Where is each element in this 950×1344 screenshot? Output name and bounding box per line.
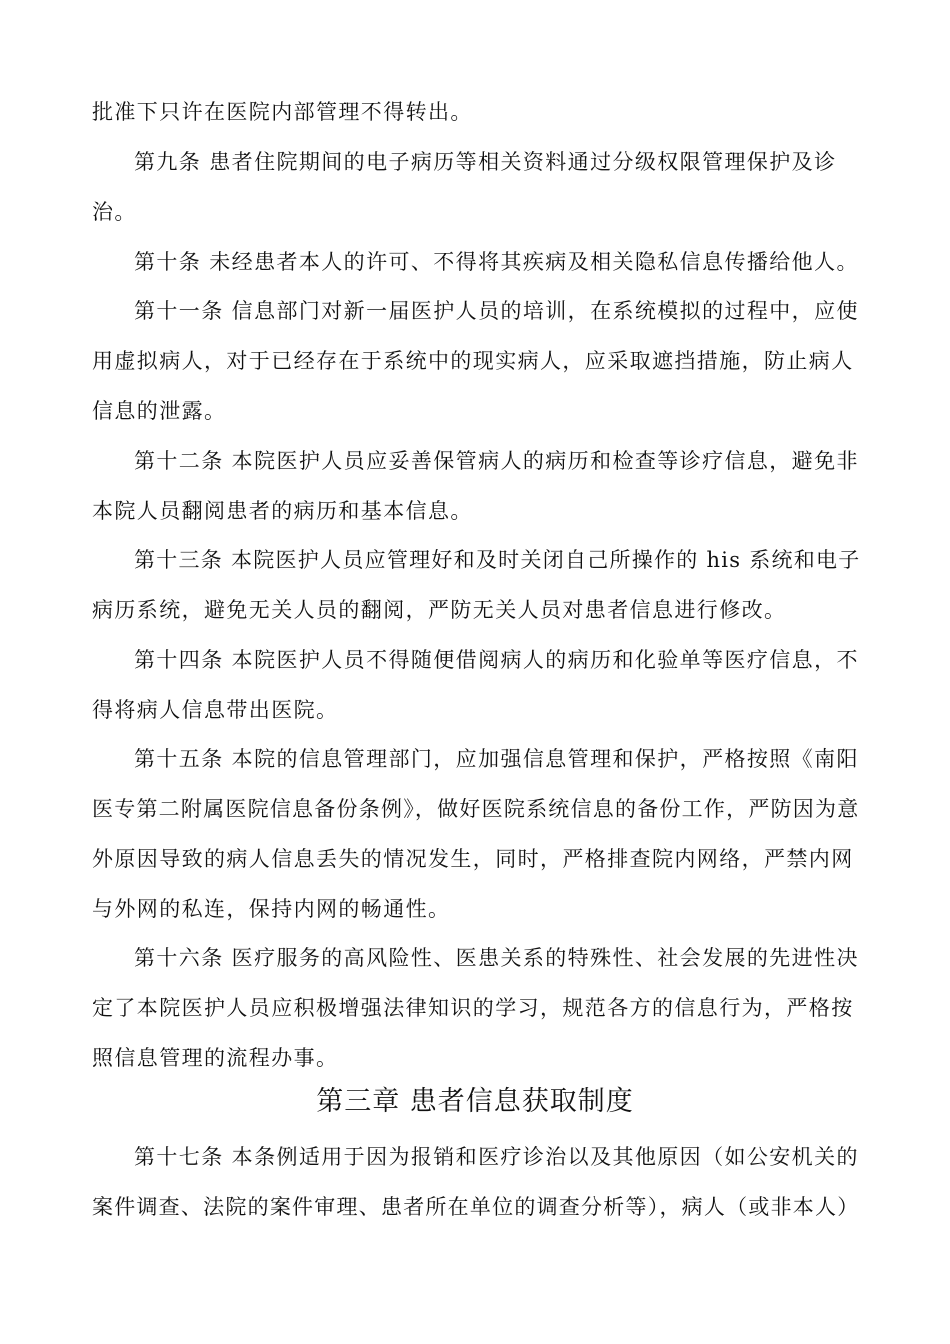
text-line: 案件调查、法院的案件审理、患者所在单位的调查分析等），病人（或非本人） bbox=[92, 1195, 860, 1219]
article-10-line: 第十条 未经患者本人的许可、不得将其疾病及相关隐私信息传播给他人。 bbox=[134, 250, 859, 274]
text-line: 本院人员翻阅患者的病历和基本信息。 bbox=[92, 499, 473, 523]
article-13-line: 第十三条 本院医护人员应管理好和及时关闭自己所操作的 his 系统和电子 bbox=[134, 548, 861, 572]
text-line: 批准下只许在医院内部管理不得转出。 bbox=[92, 100, 473, 124]
text-line: 照信息管理的流程办事。 bbox=[92, 1046, 339, 1070]
article-16-line: 第十六条 医疗服务的高风险性、医患关系的特殊性、社会发展的先进性决 bbox=[134, 946, 859, 970]
article-14-line: 第十四条 本院医护人员不得随便借阅病人的病历和化验单等医疗信息，不 bbox=[134, 648, 859, 672]
chapter-heading: 第三章 患者信息获取制度 bbox=[316, 1086, 634, 1117]
text-line: 治。 bbox=[92, 200, 137, 224]
article-17-line: 第十七条 本条例适用于因为报销和医疗诊治以及其他原因（如公安机关的 bbox=[134, 1145, 859, 1169]
text-line: 与外网的私连，保持内网的畅通性。 bbox=[92, 897, 451, 921]
text-line: 外原因导致的病人信息丢失的情况发生，同时，严格排查院内网络，严禁内网 bbox=[92, 847, 854, 871]
text-line: 医专第二附属医院信息备份条例》，做好医院系统信息的备份工作，严防因为意 bbox=[92, 797, 860, 821]
article-15-line: 第十五条 本院的信息管理部门，应加强信息管理和保护，严格按照《南阳 bbox=[134, 747, 859, 771]
text-line: 病历系统，避免无关人员的翻阅，严防无关人员对患者信息进行修改。 bbox=[92, 598, 787, 622]
text-line: 定了本院医护人员应积极增强法律知识的学习，规范各方的信息行为，严格按 bbox=[92, 996, 854, 1020]
text-line: 用虚拟病人，对于已经存在于系统中的现实病人，应采取遮挡措施，防止病人 bbox=[92, 349, 854, 373]
text-line: 得将病人信息带出医院。 bbox=[92, 698, 339, 722]
article-9-line: 第九条 患者住院期间的电子病历等相关资料通过分级权限管理保护及诊 bbox=[134, 150, 837, 174]
article-12-line: 第十二条 本院医护人员应妥善保管病人的病历和检查等诊疗信息，避免非 bbox=[134, 449, 859, 473]
text-line: 信息的泄露。 bbox=[92, 399, 227, 423]
article-11-line: 第十一条 信息部门对新一届医护人员的培训，在系统模拟的过程中，应使 bbox=[134, 299, 859, 323]
